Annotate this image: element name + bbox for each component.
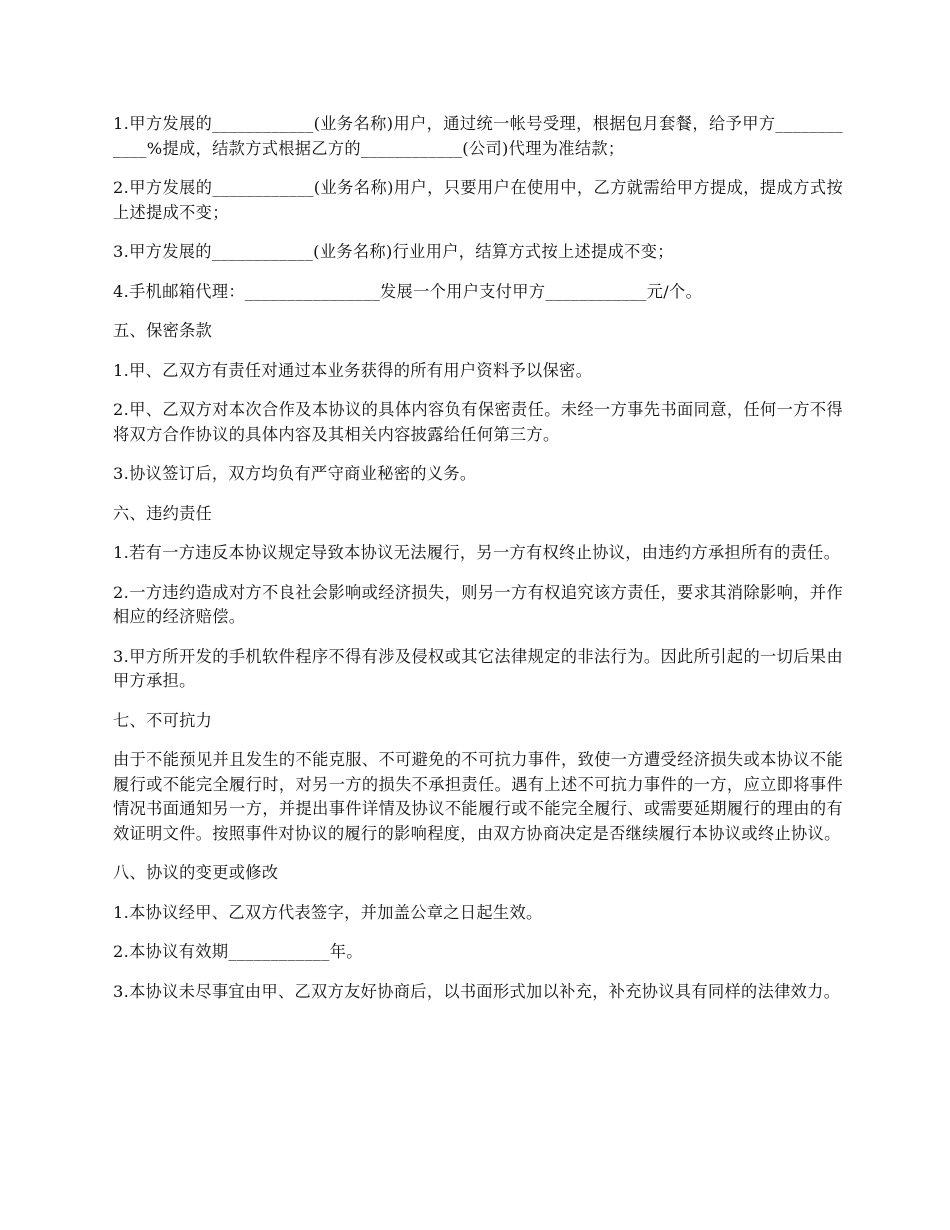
- clause-4-2: 2.甲方发展的____________(业务名称)用户，只要用户在使用中，乙方就需给甲方提成，提成方式按上述提成不变；: [113, 178, 843, 222]
- clause-7-1: 由于不能预见并且发生的不能克服、不可避免的不可抗力事件，致使一方遭受经济损失或本协议不能履行或不能完全履行时，对另一方的损失不承担责任。遇有上述不可抗力事件的一方，应立即将事件情况书面通知另一方，并提出事件详情及协议不能履行或不能完全履行、或需要延期履行的理由的有效证明文件。按照事件对协议的履行的影响程度，由双方协商决定是否继续履行本协议或终止协议。: [113, 750, 843, 843]
- clause-8-3: 3.本协议未尽事宜由甲、乙双方友好协商后，以书面形式加以补充，补充协议具有同样的法律效力。: [113, 981, 841, 1001]
- clause-6-2: 2.一方违约造成对方不良社会影响或经济损失，则另一方有权追究该方责任，要求其消除影响，并作相应的经济赔偿。: [113, 582, 843, 626]
- clause-4-4: 4.手机邮箱代理：________________发展一个用户支付甲方____________元/个。: [113, 281, 703, 301]
- clause-4-3: 3.甲方发展的____________(业务名称)行业用户，结算方式按上述提成不变；: [113, 242, 674, 261]
- section-heading-amendment: 八、协议的变更或修改: [113, 863, 279, 882]
- section-heading-force-majeure: 七、不可抗力: [113, 710, 213, 730]
- section-heading-confidentiality: 五、保密条款: [113, 321, 213, 340]
- clause-4-1: 1.甲方发展的____________(业务名称)用户，通过统一帐号受理，根据包月套餐，给予甲方____________%提成，结款方式根据乙方的____________(公司)代理为准结款；: [113, 114, 843, 158]
- section-heading-breach: 六、违约责任: [113, 503, 213, 523]
- clause-6-1: 1.若有一方违反本协议规定导致本协议无法履行，另一方有权终止协议，由违约方承担所有的责任。: [113, 543, 841, 562]
- document-page: [113, 112, 843, 1019]
- clause-8-2: 2.本协议有效期____________年。: [113, 942, 363, 961]
- clause-5-3: 3.协议签订后，双方均负有严守商业秘密的义务。: [113, 464, 477, 483]
- clause-6-3: 3.甲方所开发的手机软件程序不得有涉及侵权或其它法律规定的非法行为。因此所引起的一切后果由甲方承担。: [113, 646, 843, 690]
- clause-8-1: 1.本协议经甲、乙双方代表签字，并加盖公章之日起生效。: [113, 902, 543, 922]
- clause-5-1: 1.甲、乙双方有责任对通过本业务获得的所有用户资料予以保密。: [113, 360, 593, 380]
- clause-5-2: 2.甲、乙双方对本次合作及本协议的具体内容负有保密责任。未经一方事先书面同意，任何一方不得将双方合作协议的具体内容及其相关内容披露给任何第三方。: [113, 400, 843, 444]
